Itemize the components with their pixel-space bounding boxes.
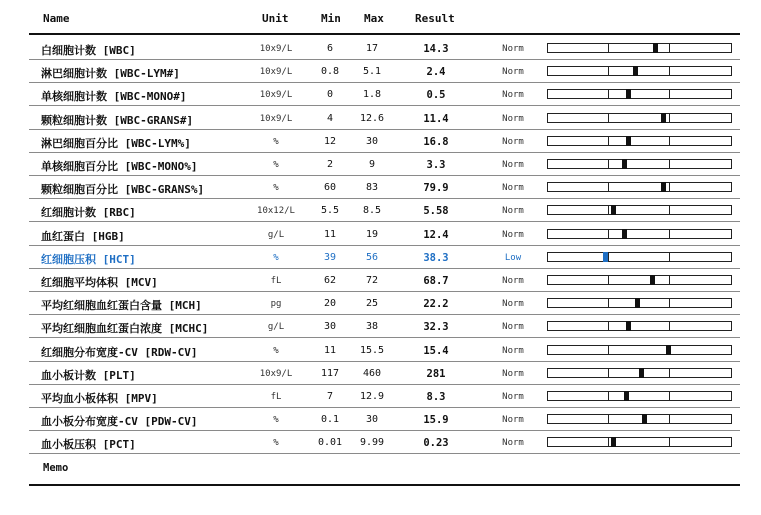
test-unit: pg (270, 299, 282, 310)
table-row (29, 130, 740, 153)
table-row (29, 269, 740, 292)
gauge-marker (626, 89, 631, 99)
range-min: 11 (323, 344, 337, 356)
column-header-max: Max (364, 12, 384, 25)
result-flag: Norm (502, 113, 524, 124)
test-result: 38.3 (423, 251, 449, 264)
table-row (29, 83, 740, 106)
gauge-min-tick (608, 346, 609, 354)
column-header-name: Name (43, 12, 70, 25)
range-max: 30 (365, 414, 379, 426)
range-min: 7 (326, 391, 334, 402)
gauge-min-tick (608, 438, 609, 446)
test-unit: % (273, 136, 279, 147)
gauge-max-tick (669, 299, 670, 307)
test-result: 22.2 (423, 298, 449, 311)
test-name: 单核细胞百分比 [WBC-MONO%] (41, 160, 198, 173)
gauge-max-tick (669, 114, 670, 122)
column-header-result: Result (415, 12, 455, 25)
gauge-min-tick (608, 137, 609, 145)
test-result: 79.9 (423, 182, 449, 195)
test-unit: g/L (267, 229, 285, 240)
result-flag: Norm (502, 415, 524, 426)
range-min: 20 (323, 298, 337, 310)
range-max: 460 (362, 367, 382, 379)
result-flag: Norm (502, 183, 524, 194)
range-min: 12 (323, 135, 337, 147)
test-result: 11.4 (423, 112, 449, 125)
gauge-marker (622, 159, 627, 169)
range-min: 39 (323, 251, 337, 263)
gauge-max-tick (669, 276, 670, 284)
test-name: 红细胞平均体积 [MCV] (41, 276, 158, 289)
gauge-max-tick (669, 438, 670, 446)
gauge-min-tick (608, 230, 609, 238)
memo-label: Memo (43, 462, 69, 474)
range-max: 83 (365, 182, 379, 194)
gauge-max-tick (669, 67, 670, 75)
test-unit: 10x9/L (259, 44, 293, 54)
range-min: 11 (323, 228, 337, 240)
test-result: 2.4 (426, 66, 446, 79)
range-gauge (547, 66, 732, 76)
result-flag: Norm (502, 345, 524, 356)
gauge-marker (624, 391, 629, 401)
test-name: 颗粒细胞百分比 [WBC-GRANS%] (41, 183, 205, 197)
range-gauge (547, 414, 732, 424)
test-result: 16.8 (423, 135, 449, 148)
test-name: 白细胞计数 [WBC] (41, 44, 136, 57)
test-unit: 10x9/L (259, 368, 293, 379)
test-name: 淋巴细胞百分比 [WBC-LYM%] (41, 136, 191, 150)
test-name: 血小板压积 [PCT] (41, 438, 136, 452)
column-header-unit: Unit (262, 12, 289, 25)
header-divider (29, 33, 740, 35)
range-gauge (547, 89, 732, 99)
gauge-marker (639, 368, 644, 378)
test-result: 8.3 (426, 391, 446, 403)
gauge-marker (661, 113, 666, 123)
gauge-marker (611, 437, 616, 447)
range-max: 25 (365, 298, 379, 310)
gauge-min-tick (608, 206, 609, 214)
table-row (29, 246, 740, 269)
result-flag: Norm (502, 229, 524, 240)
table-row (29, 176, 740, 199)
range-min: 60 (323, 182, 337, 194)
range-max: 9 (368, 159, 376, 170)
test-result: 15.9 (423, 414, 449, 427)
gauge-marker (626, 136, 631, 146)
test-unit: fL (270, 276, 282, 286)
test-name: 红细胞压积 [HCT] (41, 252, 136, 266)
gauge-marker (650, 275, 655, 285)
test-name: 平均红细胞血红蛋白浓度 [MCHC] (41, 322, 209, 336)
gauge-min-tick (608, 276, 609, 284)
range-gauge (547, 275, 732, 285)
gauge-max-tick (669, 90, 670, 98)
range-gauge (547, 298, 732, 308)
range-max: 1.8 (362, 89, 382, 101)
table-row (29, 153, 740, 176)
test-unit: % (273, 252, 279, 263)
range-min: 62 (323, 275, 337, 286)
table-row (29, 408, 740, 431)
table-row (29, 37, 740, 60)
result-flag: Norm (502, 90, 524, 101)
range-min: 117 (320, 367, 340, 379)
range-min: 0.1 (320, 414, 340, 426)
range-gauge (547, 345, 732, 355)
gauge-min-tick (608, 415, 609, 423)
result-flag: Norm (502, 322, 524, 333)
range-gauge (547, 252, 732, 262)
gauge-marker (635, 298, 640, 308)
range-gauge (547, 113, 732, 123)
result-flag: Norm (502, 206, 524, 217)
gauge-min-tick (608, 160, 609, 168)
range-gauge (547, 391, 732, 401)
range-gauge (547, 229, 732, 239)
range-gauge (547, 321, 732, 331)
range-gauge (547, 136, 732, 146)
result-flag: Norm (502, 368, 524, 379)
test-result: 68.7 (423, 275, 449, 287)
gauge-max-tick (669, 160, 670, 168)
table-row (29, 60, 740, 83)
gauge-max-tick (669, 392, 670, 400)
gauge-min-tick (608, 90, 609, 98)
test-unit: % (273, 183, 279, 194)
gauge-marker (611, 205, 616, 215)
range-min: 4 (326, 112, 334, 124)
gauge-max-tick (669, 230, 670, 238)
gauge-max-tick (669, 44, 670, 52)
test-unit: fL (270, 392, 282, 402)
result-flag: Norm (502, 136, 524, 147)
result-flag: Norm (502, 160, 524, 170)
gauge-marker (603, 252, 608, 262)
gauge-max-tick (669, 369, 670, 377)
range-max: 17 (365, 43, 379, 54)
result-flag: Norm (502, 299, 524, 310)
range-max: 12.6 (359, 112, 385, 124)
range-max: 38 (365, 321, 379, 333)
gauge-min-tick (608, 369, 609, 377)
test-result: 0.5 (426, 89, 446, 102)
footer-divider (29, 484, 740, 486)
gauge-min-tick (608, 253, 609, 261)
gauge-max-tick (669, 253, 670, 261)
range-min: 0.01 (317, 437, 343, 449)
test-result: 14.3 (423, 43, 449, 55)
test-name: 淋巴细胞计数 [WBC-LYM#] (41, 67, 180, 81)
test-unit: 10x9/L (259, 90, 293, 101)
gauge-min-tick (608, 392, 609, 400)
table-row (29, 362, 740, 385)
test-unit: % (273, 160, 279, 170)
test-name: 红细胞计数 [RBC] (41, 206, 136, 220)
result-flag: Low (504, 252, 522, 263)
gauge-marker (661, 182, 666, 192)
gauge-max-tick (669, 415, 670, 423)
gauge-min-tick (608, 114, 609, 122)
test-result: 15.4 (423, 344, 449, 357)
gauge-marker (622, 229, 627, 239)
table-row (29, 385, 740, 408)
test-unit: 10x12/L (257, 206, 295, 217)
range-min: 2 (326, 159, 334, 170)
range-max: 56 (365, 251, 379, 263)
result-flag: Norm (502, 392, 524, 402)
range-min: 0 (326, 89, 334, 101)
table-row (29, 315, 740, 338)
range-min: 6 (326, 43, 334, 54)
table-row (29, 292, 740, 315)
test-name: 平均红细胞血红蛋白含量 [MCH] (41, 299, 202, 313)
gauge-marker (653, 43, 658, 53)
gauge-max-tick (669, 322, 670, 330)
column-header-min: Min (321, 12, 341, 25)
test-name: 血红蛋白 [HGB] (41, 229, 125, 243)
range-max: 15.5 (359, 344, 385, 356)
test-name: 血小板分布宽度-CV [PDW-CV] (41, 415, 198, 429)
range-min: 30 (323, 321, 337, 333)
test-unit: % (273, 438, 279, 449)
test-name: 红细胞分布宽度-CV [RDW-CV] (41, 345, 198, 359)
gauge-min-tick (608, 67, 609, 75)
range-gauge (547, 43, 732, 53)
table-row (29, 199, 740, 222)
table-row (29, 431, 740, 454)
gauge-max-tick (669, 137, 670, 145)
test-result: 3.3 (426, 159, 446, 171)
range-max: 5.1 (362, 66, 382, 78)
table-row (29, 223, 740, 246)
gauge-min-tick (608, 183, 609, 191)
test-unit: 10x9/L (259, 113, 293, 124)
range-max: 72 (365, 275, 379, 286)
table-row (29, 339, 740, 362)
result-flag: Norm (502, 67, 524, 78)
range-gauge (547, 437, 732, 447)
result-flag: Norm (502, 438, 524, 449)
test-result: 281 (426, 367, 446, 380)
gauge-max-tick (669, 183, 670, 191)
gauge-min-tick (608, 44, 609, 52)
range-max: 8.5 (362, 205, 382, 217)
range-gauge (547, 182, 732, 192)
test-result: 12.4 (423, 228, 449, 241)
range-gauge (547, 368, 732, 378)
gauge-marker (666, 345, 671, 355)
test-name: 血小板计数 [PLT] (41, 368, 136, 382)
range-min: 5.5 (320, 205, 340, 217)
range-gauge (547, 205, 732, 215)
range-max: 30 (365, 135, 379, 147)
gauge-marker (633, 66, 638, 76)
gauge-min-tick (608, 299, 609, 307)
range-max: 19 (365, 228, 379, 240)
gauge-max-tick (669, 206, 670, 214)
result-flag: Norm (502, 276, 524, 286)
table-row (29, 107, 740, 130)
test-name: 平均血小板体积 [MPV] (41, 392, 158, 405)
gauge-marker (626, 321, 631, 331)
test-result: 32.3 (423, 321, 449, 334)
range-max: 12.9 (359, 391, 385, 402)
test-unit: 10x9/L (259, 67, 293, 78)
range-max: 9.99 (359, 437, 385, 449)
range-gauge (547, 159, 732, 169)
range-min: 0.8 (320, 66, 340, 78)
gauge-min-tick (608, 322, 609, 330)
test-result: 0.23 (423, 437, 449, 450)
test-unit: % (273, 415, 279, 426)
test-result: 5.58 (423, 205, 449, 218)
test-unit: g/L (267, 322, 285, 333)
test-name: 颗粒细胞计数 [WBC-GRANS#] (41, 113, 194, 127)
test-unit: % (273, 345, 279, 356)
gauge-marker (642, 414, 647, 424)
test-name: 单核细胞计数 [WBC-MONO#] (41, 90, 187, 104)
result-flag: Norm (502, 44, 524, 54)
